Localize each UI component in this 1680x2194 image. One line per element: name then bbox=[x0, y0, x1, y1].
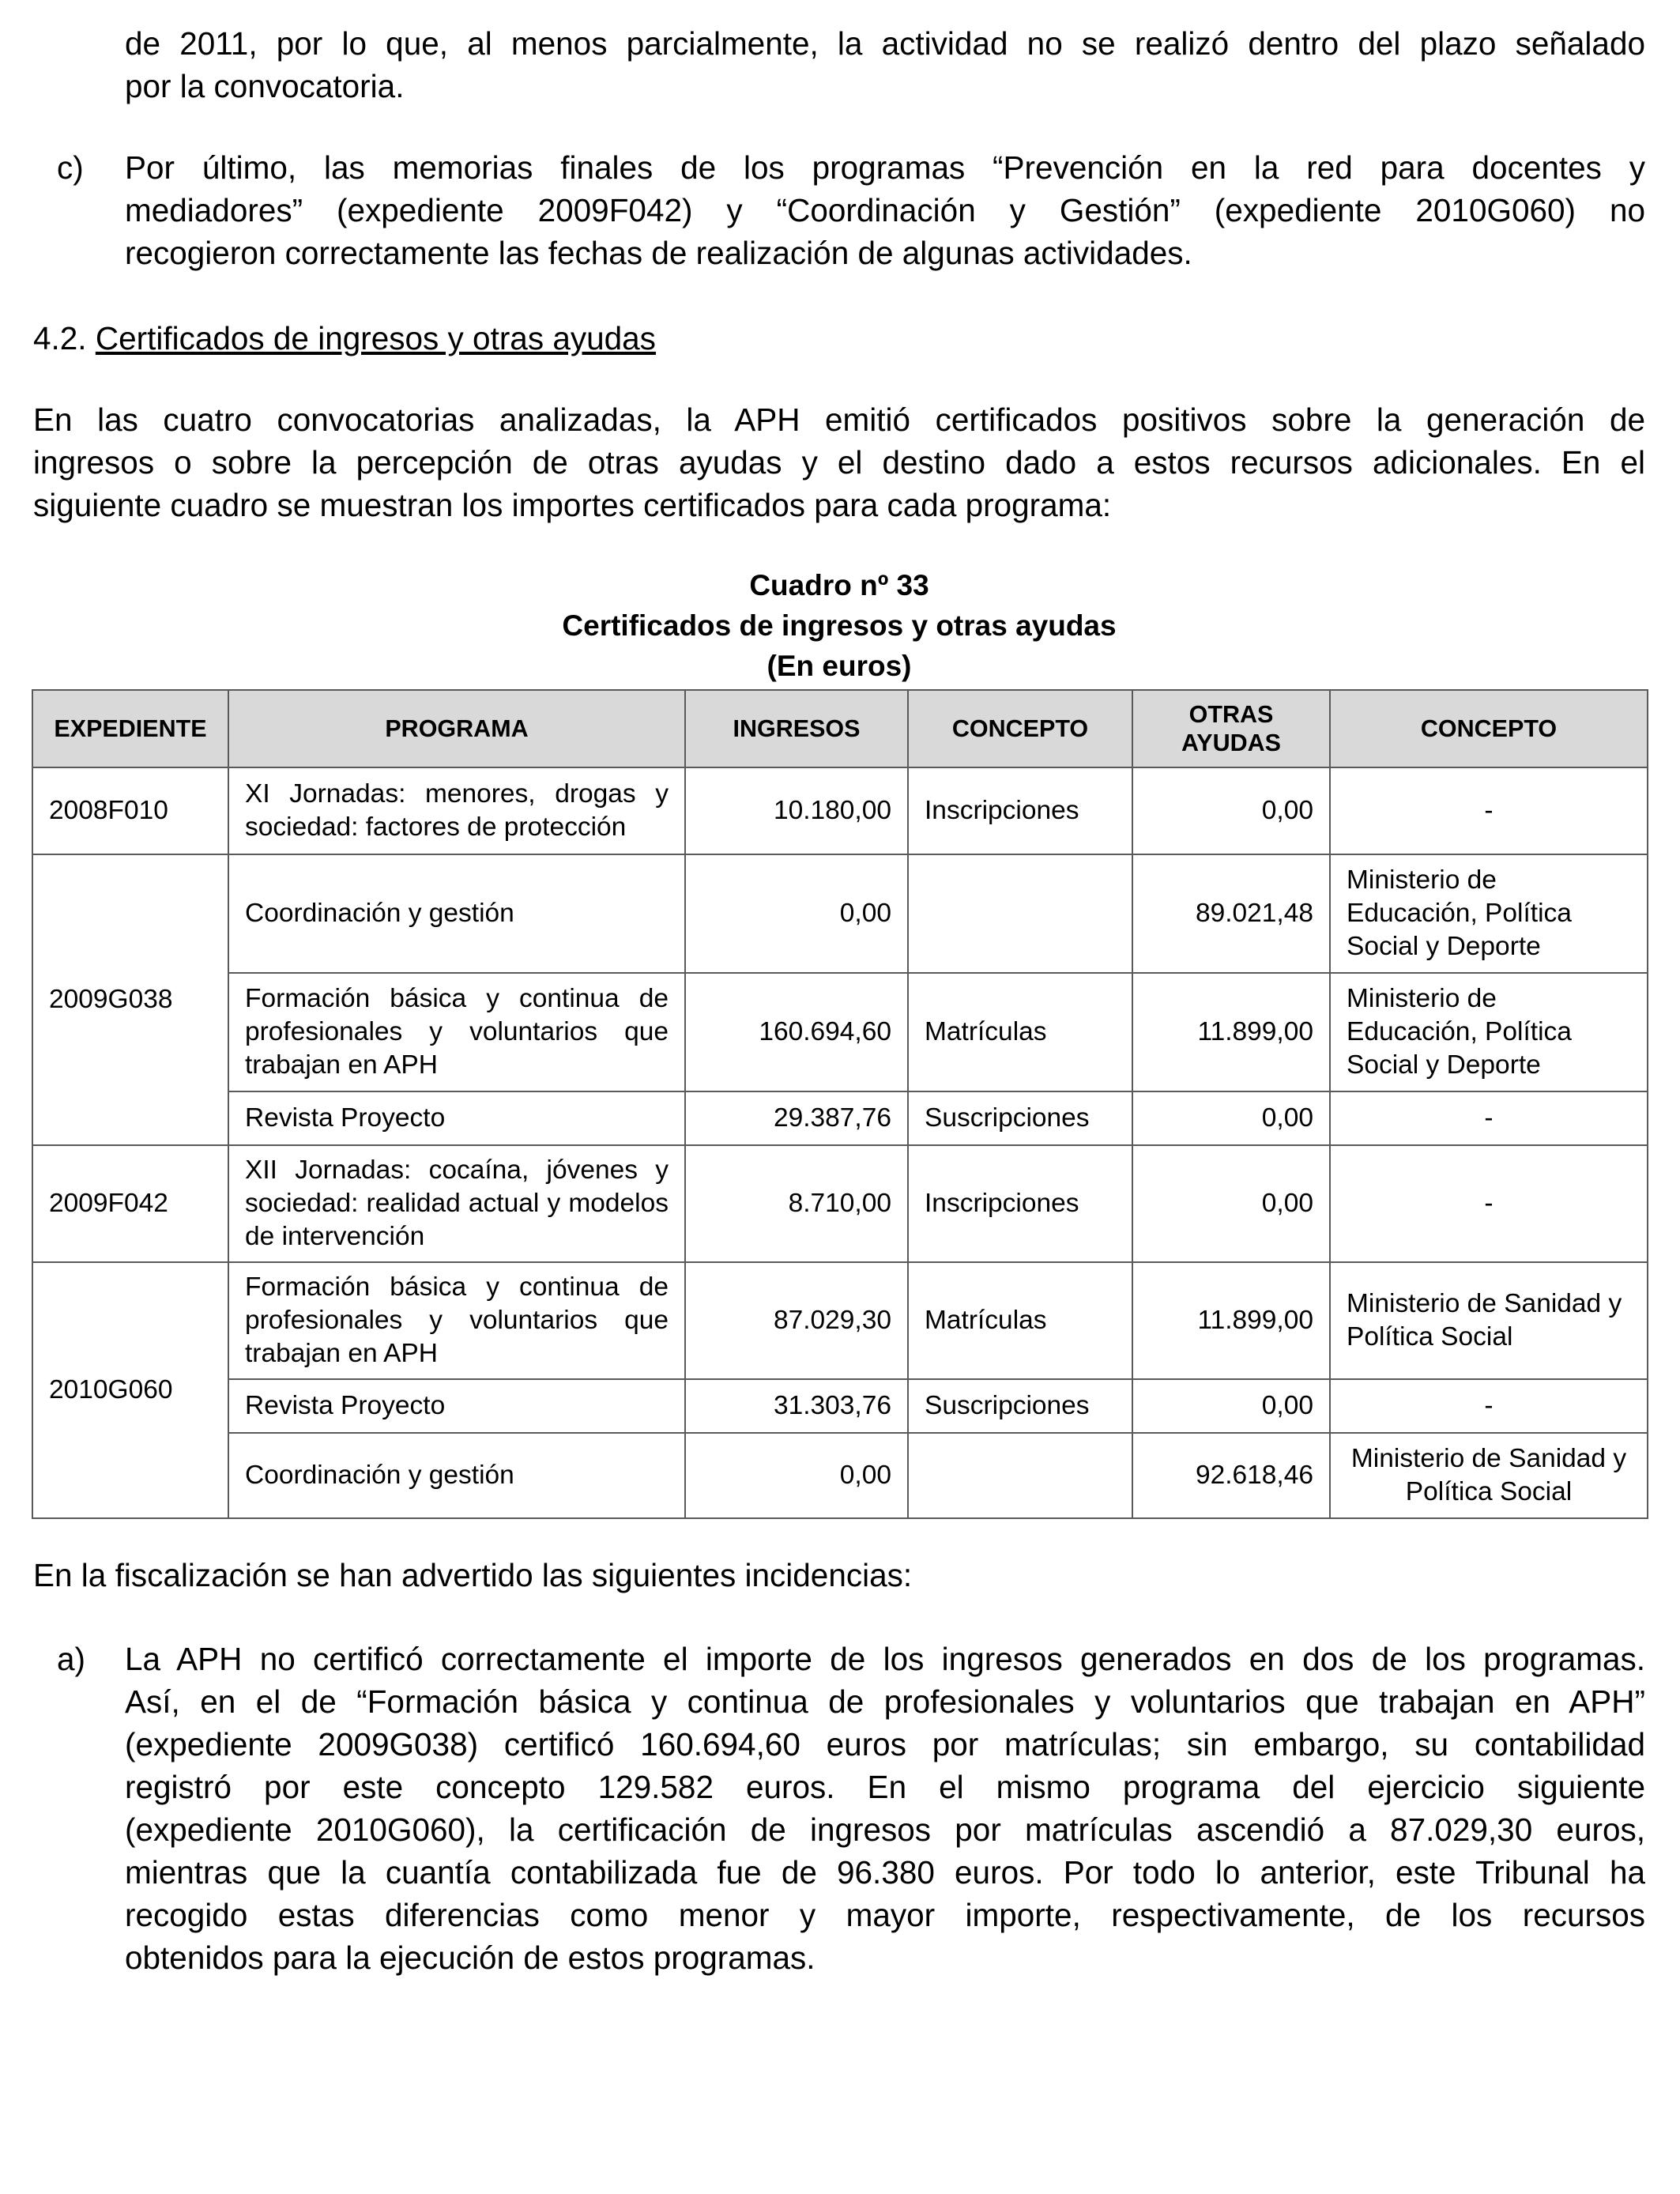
caption-title: Certificados de ingresos y otras ayudas bbox=[562, 609, 1117, 642]
cell-concepto-1: Inscripciones bbox=[908, 1145, 1132, 1262]
item-a-line-8: obtenidos para la ejecución de estos programas. bbox=[125, 1940, 816, 1976]
table-header-row bbox=[32, 690, 1648, 767]
item-c-marker: c) bbox=[57, 149, 84, 186]
item-c-line-2: mediadores” (expediente 2009F042) y “Coordinación y Gestión” (expediente 2010G060) no bbox=[125, 192, 1645, 228]
cell-concepto-1 bbox=[908, 854, 1132, 973]
para1-line-3: siguiente cuadro se muestran los importes certificados para cada programa: bbox=[33, 487, 1112, 523]
header-ingresos: INGRESOS bbox=[685, 690, 908, 767]
cell-programa: Revista Proyecto bbox=[228, 1091, 685, 1145]
header-otras-line-1: OTRAS bbox=[1188, 701, 1274, 728]
header-programa: PROGRAMA bbox=[228, 690, 685, 767]
cell-ingresos: 160.694,60 bbox=[685, 973, 908, 1091]
body-paragraph-1 bbox=[33, 398, 1645, 526]
cell-concepto-2: - bbox=[1330, 1145, 1648, 1262]
cell-ingresos: 0,00 bbox=[685, 854, 908, 973]
table-row bbox=[32, 1379, 1648, 1433]
caption-unit: (En euros) bbox=[767, 650, 912, 682]
item-c-line-3: recogieron correctamente las fechas de realización de algunas actividades. bbox=[125, 235, 1192, 271]
cell-concepto-2: - bbox=[1330, 767, 1648, 854]
cell-concepto-2: Ministerio de Educación, Política Social y Deporte bbox=[1330, 973, 1648, 1091]
table-row bbox=[32, 973, 1648, 1091]
cell-expediente: 2009G038 bbox=[32, 854, 228, 1145]
cell-otras-ayudas: 0,00 bbox=[1132, 767, 1330, 854]
body-paragraph-2 bbox=[33, 1554, 1645, 1596]
table-row bbox=[32, 767, 1648, 854]
header-concepto-2: CONCEPTO bbox=[1330, 690, 1648, 767]
intro-line-1: de 2011, por lo que, al menos parcialmente, la actividad no se realizó dentro del plazo señalado bbox=[125, 25, 1645, 62]
para1-line-1: En las cuatro convocatorias analizadas, la APH emitió certificados positivos sobre la generación de bbox=[33, 401, 1645, 438]
header-expediente: EXPEDIENTE bbox=[32, 690, 228, 767]
cell-programa: XII Jornadas: cocaína, jóvenes y sociedad: realidad actual y modelos de intervención bbox=[228, 1145, 685, 1262]
table-row bbox=[32, 1145, 1648, 1262]
cell-otras-ayudas: 89.021,48 bbox=[1132, 854, 1330, 973]
item-c-line-1: Por último, las memorias finales de los programas “Prevención en la red para docentes y bbox=[125, 149, 1645, 186]
item-a-marker: a) bbox=[57, 1641, 86, 1677]
para1-line-2: ingresos o sobre la percepción de otras ayudas y el destino dado a estos recursos adicionales. En el bbox=[33, 444, 1645, 481]
cell-concepto-1: Inscripciones bbox=[908, 767, 1132, 854]
cell-concepto-2: Ministerio de Sanidad y Política Social bbox=[1330, 1433, 1648, 1518]
section-heading bbox=[33, 317, 656, 360]
header-otras-line-2: AYUDAS bbox=[1181, 729, 1281, 756]
cell-otras-ayudas: 11.899,00 bbox=[1132, 1262, 1330, 1379]
cell-ingresos: 8.710,00 bbox=[685, 1145, 908, 1262]
table-row bbox=[32, 1091, 1648, 1145]
cell-concepto-1 bbox=[908, 1433, 1132, 1518]
table-row bbox=[32, 1433, 1648, 1518]
item-a-line-4: registró por este concepto 129.582 euros. En el mismo programa del ejercicio siguiente bbox=[125, 1769, 1645, 1805]
cell-concepto-1: Suscripciones bbox=[908, 1091, 1132, 1145]
header-otras-ayudas bbox=[1132, 690, 1330, 767]
intro-line-2: por la convocatoria. bbox=[125, 68, 405, 104]
cell-concepto-2: - bbox=[1330, 1379, 1648, 1433]
table-row bbox=[32, 1262, 1648, 1379]
cell-otras-ayudas: 92.618,46 bbox=[1132, 1433, 1330, 1518]
cell-concepto-1: Matrículas bbox=[908, 1262, 1132, 1379]
para2-line-1: En la fiscalización se han advertido las siguientes incidencias: bbox=[33, 1557, 913, 1593]
caption-number: Cuadro nº 33 bbox=[749, 569, 929, 601]
cell-expediente: 2008F010 bbox=[32, 767, 228, 854]
table-caption bbox=[33, 565, 1645, 686]
cell-programa: XI Jornadas: menores, drogas y sociedad: factores de protección bbox=[228, 767, 685, 854]
item-a-line-7: recogido estas diferencias como menor y mayor importe, respectivamente, de los recursos bbox=[125, 1897, 1645, 1933]
cell-ingresos: 31.303,76 bbox=[685, 1379, 908, 1433]
cell-concepto-1: Suscripciones bbox=[908, 1379, 1132, 1433]
section-title: Certificados de ingresos y otras ayudas bbox=[95, 320, 656, 356]
item-a-paragraph bbox=[125, 1638, 1645, 1979]
cell-ingresos: 87.029,30 bbox=[685, 1262, 908, 1379]
cell-concepto-2: Ministerio de Educación, Política Social y Deporte bbox=[1330, 854, 1648, 973]
cell-ingresos: 29.387,76 bbox=[685, 1091, 908, 1145]
item-a-line-5: (expediente 2010G060), la certificación de ingresos por matrículas ascendió a 87.029,30 euros, bbox=[125, 1811, 1645, 1848]
cell-programa: Formación básica y continua de profesionales y voluntarios que trabajan en APH bbox=[228, 973, 685, 1091]
cell-ingresos: 0,00 bbox=[685, 1433, 908, 1518]
item-a-line-1: La APH no certificó correctamente el importe de los ingresos generados en dos de los programas. bbox=[125, 1641, 1645, 1677]
cell-otras-ayudas: 0,00 bbox=[1132, 1145, 1330, 1262]
table-row bbox=[32, 854, 1648, 973]
cell-expediente: 2009F042 bbox=[32, 1145, 228, 1262]
cell-otras-ayudas: 0,00 bbox=[1132, 1379, 1330, 1433]
header-concepto-1: CONCEPTO bbox=[908, 690, 1132, 767]
cell-programa: Revista Proyecto bbox=[228, 1379, 685, 1433]
cell-otras-ayudas: 11.899,00 bbox=[1132, 973, 1330, 1091]
cell-programa: Formación básica y continua de profesionales y voluntarios que trabajan en APH bbox=[228, 1262, 685, 1379]
item-a-line-2: Así, en el de “Formación básica y continua de profesionales y voluntarios que trabajan en APH” bbox=[125, 1683, 1645, 1720]
cell-concepto-1: Matrículas bbox=[908, 973, 1132, 1091]
cell-programa: Coordinación y gestión bbox=[228, 854, 685, 973]
intro-paragraph bbox=[125, 22, 1645, 107]
cell-otras-ayudas: 0,00 bbox=[1132, 1091, 1330, 1145]
data-table bbox=[32, 689, 1648, 1519]
item-a-line-6: mientras que la cuantía contabilizada fue de 96.380 euros. Por todo lo anterior, este Tribunal ha bbox=[125, 1854, 1645, 1891]
cell-concepto-2: - bbox=[1330, 1091, 1648, 1145]
item-a-line-3: (expediente 2009G038) certificó 160.694,60 euros por matrículas; sin embargo, su contabilidad bbox=[125, 1726, 1645, 1762]
cell-ingresos: 10.180,00 bbox=[685, 767, 908, 854]
item-c-paragraph bbox=[125, 146, 1645, 274]
cell-concepto-2: Ministerio de Sanidad y Política Social bbox=[1330, 1262, 1648, 1379]
section-number: 4.2. bbox=[33, 320, 87, 356]
cell-expediente: 2010G060 bbox=[32, 1262, 228, 1518]
cell-programa: Coordinación y gestión bbox=[228, 1433, 685, 1518]
